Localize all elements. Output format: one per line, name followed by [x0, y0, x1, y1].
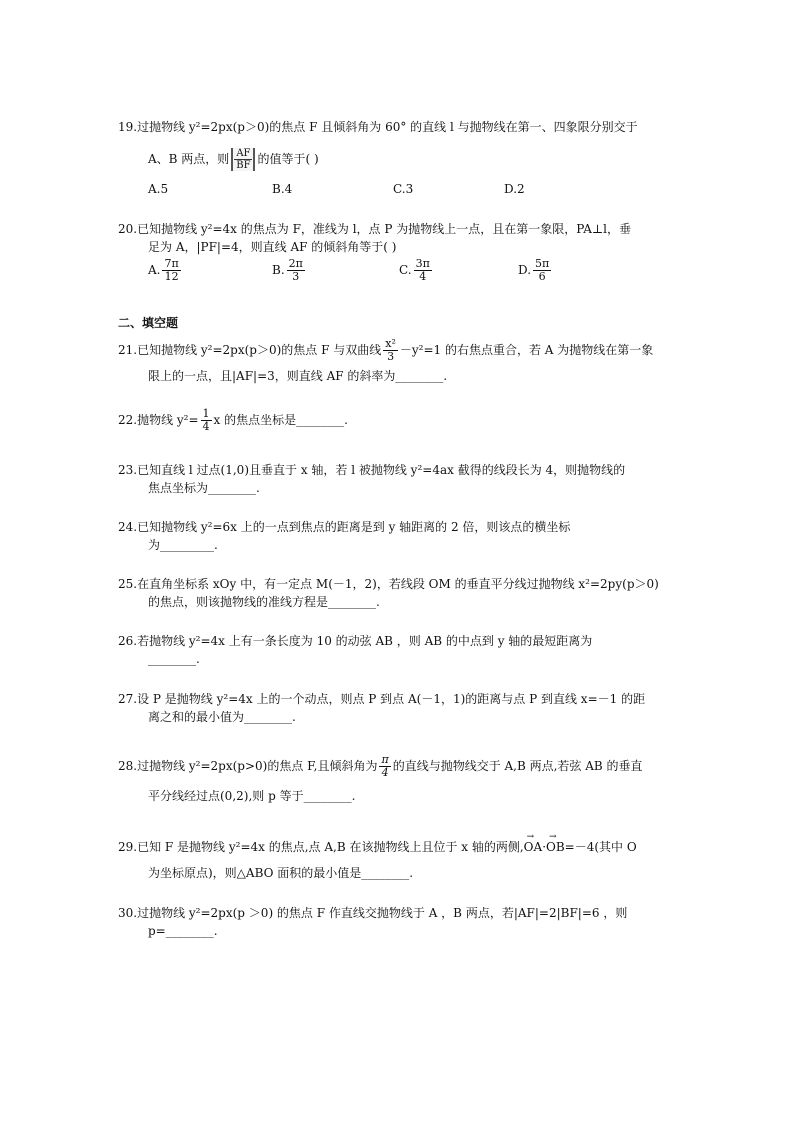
fraction-denominator: 6 [538, 270, 546, 283]
question-19-line-1: 19.过抛物线 y²=2px(p＞0)的焦点 F 且倾斜角为 60° 的直线 l 与抛物线在第一、四象限分别交于 [118, 120, 638, 134]
option-label: A. [148, 263, 161, 277]
question-21-suffix: －y²=1 的右焦点重合，若 A 为抛物线在第一象 [399, 343, 654, 357]
option-d[interactable] [518, 258, 553, 283]
question-21 [118, 338, 708, 385]
question-20 [118, 220, 708, 256]
question-30-line-2: p=________. [148, 924, 218, 938]
question-27-line-1: 27.设 P 是抛物线 y²=4x 上的一个动点，则点 P 到点 A(－1，1)的距离与点 P 到直线 x=－1 的距 [118, 692, 646, 706]
option-a[interactable] [148, 258, 183, 283]
question-22-prefix: 22.抛物线 y²= [118, 413, 199, 427]
dot-operator: · [542, 840, 547, 854]
question-26 [118, 632, 708, 668]
option-label: C. [399, 263, 412, 277]
question-23-line-2: 焦点坐标为________. [148, 481, 260, 495]
question-20-line-1: 20.已知抛物线 y²=4x 的焦点为 F，准线为 l，点 P 为抛物线上一点，且在第一象限，PA⊥l，垂 [118, 222, 632, 236]
question-28-line-2: 平分线经过点(0,2),则 p 等于________. [148, 789, 356, 803]
fraction-denominator: 3 [387, 350, 395, 363]
option-label: B. [272, 263, 285, 277]
question-29-prefix: 29.已知 F 是抛物线 y²=4x 的焦点,点 A,B 在该抛物线上且位于 x 轴的两侧, [118, 840, 524, 854]
option-a[interactable]: A.5 [148, 182, 169, 196]
question-19-line-2 [118, 148, 708, 171]
fraction-denominator: BF [236, 160, 251, 171]
fraction-numerator: 2π [288, 257, 303, 270]
option-d[interactable]: D.2 [504, 182, 525, 196]
option-b[interactable] [272, 258, 307, 283]
question-19-line-2-suffix: 的值等于( ) [257, 152, 319, 166]
question-29-line-1 [118, 838, 708, 856]
question-30-line-1: 30.过抛物线 y²=2px(p ＞0) 的焦点 F 作直线交抛物线于 A ，B 两点，若|AF|=2|BF|=6 ，则 [118, 906, 628, 920]
abs-ratio-fraction [231, 148, 255, 171]
question-22-line [118, 408, 708, 433]
fraction-numerator: AF [236, 148, 251, 159]
question-26-line-1: 26.若抛物线 y²=4x 上有一条长度为 10 的动弦 AB ，则 AB 的中点到 y 轴的最短距离为 [118, 634, 593, 648]
question-19-line-2-prefix: A、B 两点，则 [148, 152, 230, 166]
question-24-line-2: 为_________. [148, 538, 218, 552]
option-c[interactable] [399, 258, 434, 283]
question-24 [118, 518, 708, 554]
option-c[interactable]: C.3 [393, 182, 414, 196]
question-27-line-2: 离之和的最小值为________. [148, 710, 296, 724]
question-21-line-2: 限上的一点，且|AF|=3，则直线 AF 的斜率为________. [148, 369, 448, 383]
question-29-suffix: =－4(其中 O [564, 840, 637, 854]
question-24-line-1: 24.已知抛物线 y²=6x 上的一点到焦点的距离是到 y 轴距离的 2 倍，则该点的横坐标 [118, 520, 571, 534]
section-title: 二、填空题 [118, 316, 179, 330]
question-25-line-2: 的焦点，则该抛物线的准线方程是________. [148, 595, 380, 609]
fraction-denominator: 4 [202, 420, 210, 433]
question-19 [118, 118, 708, 171]
fraction-numerator: x² [385, 337, 396, 350]
option-b[interactable]: B.4 [272, 182, 293, 196]
option-label: D. [518, 263, 532, 277]
question-30 [118, 904, 708, 940]
question-20-line-2: 足为 A，|PF|=4，则直线 AF 的倾斜角等于( ) [148, 240, 397, 254]
question-23-line-1: 23.已知直线 l 过点(1,0)且垂直于 x 轴，若 l 被抛物线 y²=4ax 截得的线段长为 4，则抛物线的 [118, 463, 626, 477]
fraction-numerator: 5π [535, 257, 550, 270]
fraction-denominator: 12 [164, 270, 179, 283]
fraction-numerator: 7π [164, 257, 179, 270]
question-28-prefix: 28.过抛物线 y²=2px(p>0)的焦点 F,且倾斜角为 [118, 759, 378, 773]
vector-oa: → OA [524, 838, 543, 856]
fraction-numerator: 3π [415, 257, 430, 270]
question-29 [118, 838, 708, 882]
question-23 [118, 461, 708, 497]
question-25 [118, 575, 708, 611]
question-22-suffix: x 的焦点坐标是________. [213, 413, 348, 427]
question-28-line-1 [118, 754, 708, 779]
question-21-line-1 [118, 338, 708, 363]
question-22 [118, 408, 708, 433]
fraction-numerator: π [381, 753, 389, 766]
vector-ob: → OB [546, 838, 565, 856]
question-28 [118, 754, 708, 805]
fraction-denominator: 4 [419, 270, 427, 283]
question-25-line-1: 25.在直角坐标系 xOy 中，有一定点 M(－1，2)，若线段 OM 的垂直平分线过抛物线 x²=2py(p＞0) [118, 577, 659, 591]
question-21-prefix: 21.已知抛物线 y²=2px(p＞0)的焦点 F 与双曲线 [118, 343, 382, 357]
fraction-denominator: 4 [381, 766, 389, 779]
question-27 [118, 690, 708, 726]
question-26-line-2: ________. [148, 652, 200, 666]
fraction-denominator: 3 [292, 270, 300, 283]
fraction-numerator: 1 [202, 407, 210, 420]
question-28-suffix: 的直线与抛物线交于 A,B 两点,若弦 AB 的垂直 [392, 759, 643, 773]
question-29-line-2: 为坐标原点)，则△ABO 面积的最小值是________. [148, 866, 414, 880]
